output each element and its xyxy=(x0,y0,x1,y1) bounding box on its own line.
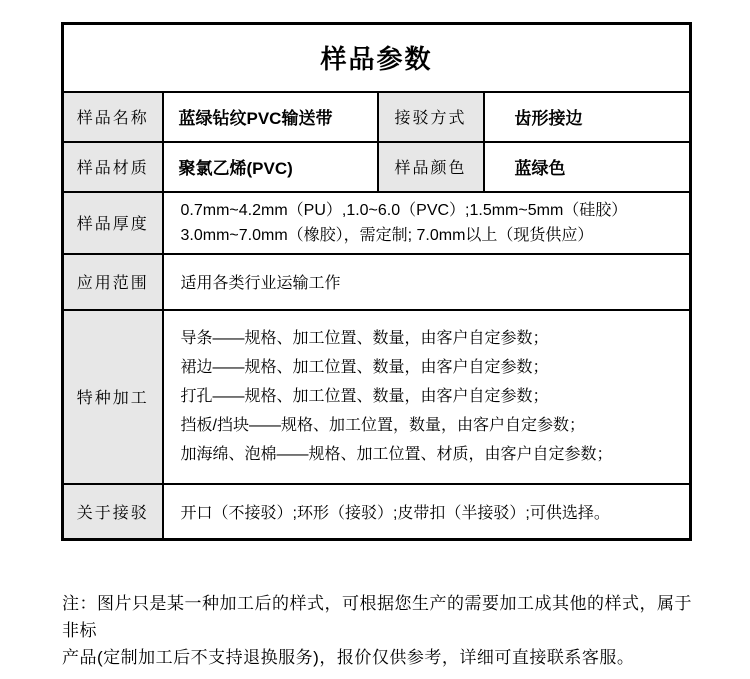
special-processing-line-1: 导条——规格、加工位置、数量，由客户自定参数； xyxy=(180,330,549,347)
joint-method-label: 接驳方式 xyxy=(378,92,484,142)
row-about-joint xyxy=(63,484,691,540)
row-special-processing xyxy=(63,310,691,484)
application-label: 应用范围 xyxy=(63,254,163,310)
thickness-label: 样品厚度 xyxy=(63,192,163,254)
material-label: 样品材质 xyxy=(63,142,163,192)
table-title: 样品参数 xyxy=(63,24,691,92)
thickness-line-1: 0.7mm~4.2mm（PU）,1.0~6.0（PVC）;1.5mm~5mm（硅胶） xyxy=(180,201,628,219)
joint-method-value: 齿形接边 xyxy=(484,92,691,142)
special-processing-line-5: 加海绵、泡棉——规格、加工位置、材质，由客户自定参数； xyxy=(180,446,613,463)
special-processing-line-4: 挡板/挡块——规格、加工位置，数量，由客户自定参数； xyxy=(180,417,585,434)
special-processing-value xyxy=(163,310,691,484)
special-processing-line-3: 打孔——规格、加工位置、数量，由客户自定参数； xyxy=(180,388,549,405)
row-thickness xyxy=(63,192,691,254)
row-application xyxy=(63,254,691,310)
application-value: 适用各类行业运输工作 xyxy=(163,254,691,310)
about-joint-value: 开口（不接驳）;环形（接驳）;皮带扣（半接驳）;可供选择。 xyxy=(163,484,691,540)
thickness-value xyxy=(163,192,691,254)
title-row xyxy=(63,24,691,92)
footer-note-line-2: 产品(定制加工后不支持退换服务)，报价仅供参考，详细可直接联系客服。 xyxy=(62,648,635,667)
row-material xyxy=(63,142,691,192)
footer-note-line-1: 注：图片只是某一种加工后的样式，可根据您生产的需要加工成其他的样式，属于非标 xyxy=(62,594,692,640)
sample-color-label: 样品颜色 xyxy=(378,142,484,192)
thickness-line-2: 3.0mm~7.0mm（橡胶），需定制; 7.0mm以上（现货供应） xyxy=(180,226,594,244)
footer-note xyxy=(62,590,694,671)
about-joint-label: 关于接驳 xyxy=(63,484,163,540)
material-value: 聚氯乙烯(PVC) xyxy=(163,142,378,192)
spec-table-wrap xyxy=(61,22,689,541)
special-processing-line-2: 裙边——规格、加工位置、数量，由客户自定参数； xyxy=(180,359,549,376)
row-sample-name xyxy=(63,92,691,142)
sample-name-value: 蓝绿钻纹PVC输送带 xyxy=(163,92,378,142)
sample-name-label: 样品名称 xyxy=(63,92,163,142)
sample-color-value: 蓝绿色 xyxy=(484,142,691,192)
special-processing-label: 特种加工 xyxy=(63,310,163,484)
spec-table xyxy=(61,22,692,541)
